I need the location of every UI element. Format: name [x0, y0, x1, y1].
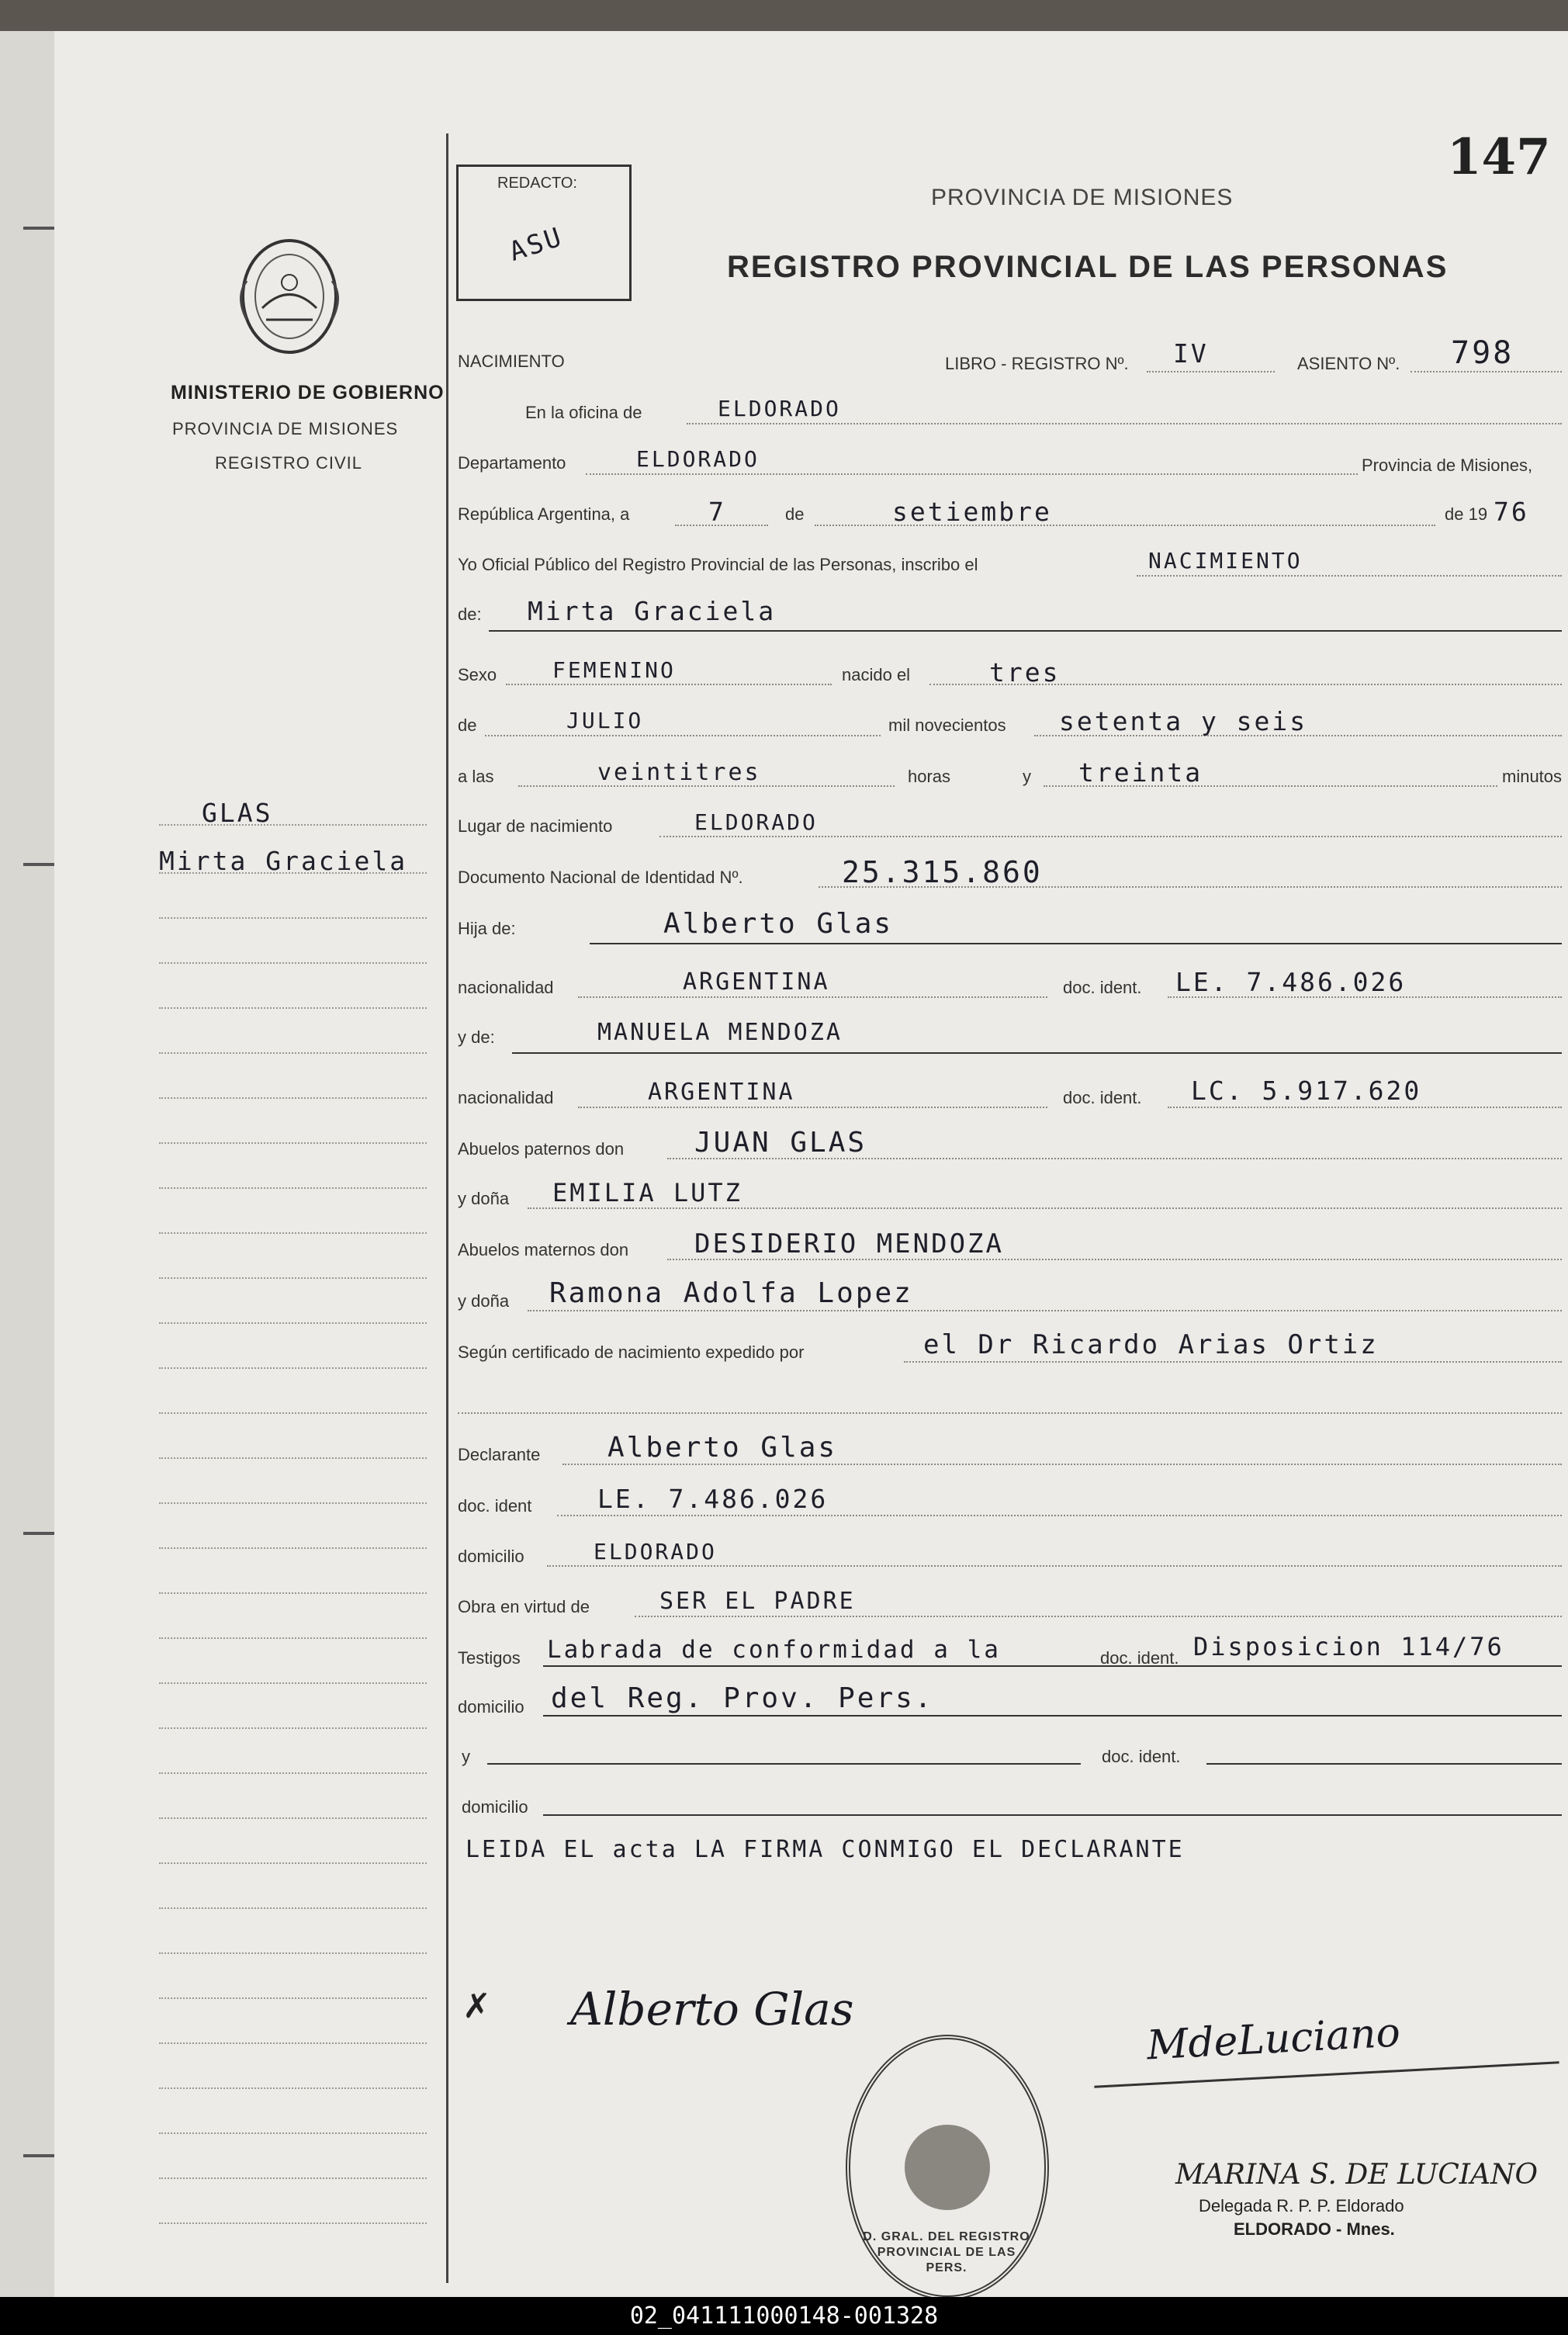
margin-line	[159, 1187, 427, 1189]
margin-apellido: GLAS	[202, 798, 273, 828]
footer-id: 02_041111000148-001328	[0, 2297, 1568, 2335]
margin-line	[159, 1682, 427, 1684]
libro-label: LIBRO - REGISTRO Nº.	[945, 354, 1129, 373]
mil-label: mil novecientos	[888, 715, 1006, 735]
declarante-doc-line	[557, 1515, 1562, 1516]
ministerio-label: MINISTERIO DE GOBIERNO	[171, 382, 445, 404]
testigo2-line	[487, 1763, 1081, 1765]
dia-value: 7	[708, 497, 726, 527]
obra-label: Obra en virtud de	[458, 1597, 590, 1616]
testigos-doc-label: doc. ident.	[1100, 1648, 1179, 1668]
seal-text: D. GRAL. DEL REGISTRO PROVINCIAL DE LAS PERS.	[863, 2230, 1030, 2274]
sexo-value: FEMENINO	[552, 657, 676, 683]
domicilio-line	[547, 1565, 1562, 1567]
testigos-label: Testigos	[458, 1648, 521, 1668]
dom-testigo2-line	[543, 1814, 1562, 1816]
abuela-pat-line	[528, 1207, 1562, 1209]
inscribo-line	[1137, 575, 1562, 577]
domicilio-label: domicilio	[458, 1547, 524, 1566]
declarante-signature: Alberto Glas	[570, 1983, 854, 2035]
hija-label: Hija de:	[458, 919, 516, 938]
yo-oficial-label: Yo Oficial Público del Registro Provincial de las Personas, inscribo el	[458, 555, 978, 574]
registro-civil-label: REGISTRO CIVIL	[215, 453, 363, 473]
horas-label: horas	[908, 767, 951, 786]
seal-emblem-icon	[905, 2125, 990, 2210]
sexo-line	[506, 684, 832, 685]
asiento-value: 798	[1451, 335, 1514, 371]
margin-line	[159, 1592, 427, 1594]
testigos-doc-value: Disposicion 114/76	[1193, 1632, 1504, 1661]
certificado-value: el Dr Ricardo Arias Ortiz	[923, 1329, 1379, 1360]
redacto-initials: ASU	[505, 221, 567, 268]
doc-testigo2-label: doc. ident.	[1102, 1747, 1181, 1766]
dom-testigo-line	[543, 1715, 1562, 1717]
margin-line	[159, 1727, 427, 1729]
margin-line	[159, 1052, 427, 1054]
horas-value: veintitres	[597, 759, 761, 786]
page-number: 147	[1447, 128, 1551, 186]
lugar-label: Lugar de nacimiento	[458, 816, 613, 836]
departamento-line	[586, 473, 1358, 475]
doc-madre-value: LC. 5.917.620	[1191, 1076, 1422, 1106]
doc-ident-declarante-label: doc. ident	[458, 1496, 532, 1516]
doc-madre-line	[1168, 1107, 1562, 1108]
margin-line	[159, 1502, 427, 1504]
asiento-line	[1411, 371, 1562, 372]
inscripto-line	[489, 630, 1562, 632]
asiento-label: ASIENTO Nº.	[1297, 354, 1400, 373]
margin-line	[159, 1772, 427, 1774]
header-titulo: REGISTRO PROVINCIAL DE LAS PERSONAS	[727, 250, 1449, 284]
obra-value: SER EL PADRE	[659, 1588, 856, 1615]
certificado-label: Según certificado de nacimiento expedido por	[458, 1342, 805, 1362]
nacimiento-label: NACIMIENTO	[458, 352, 565, 371]
minutos-value: treinta	[1078, 757, 1203, 788]
provincia-suffix: Provincia de Misiones,	[1362, 456, 1533, 475]
domicilio-value: ELDORADO	[594, 1539, 717, 1564]
margin-line	[159, 1817, 427, 1819]
y-label: y	[1023, 767, 1031, 786]
margin-line	[159, 2132, 427, 2134]
yde-label: y de:	[458, 1027, 495, 1047]
departamento-value: ELDORADO	[636, 446, 760, 472]
nacido-label: nacido el	[842, 665, 911, 684]
margin-line	[159, 1232, 427, 1234]
domicilio-testigo-label: domicilio	[458, 1697, 524, 1717]
coat-of-arms-icon	[231, 234, 348, 359]
anio-nac-value: setenta y seis	[1059, 706, 1308, 736]
de-label: de	[785, 504, 805, 524]
inscribo-value: NACIMIENTO	[1148, 548, 1303, 573]
registro-seal	[846, 2035, 1049, 2300]
dni-value: 25.315.860	[842, 855, 1043, 889]
nac-madre-line	[578, 1107, 1047, 1108]
alas-label: a las	[458, 767, 494, 786]
margin-line	[159, 824, 427, 826]
doc-madre-label: doc. ident.	[1063, 1088, 1142, 1107]
abuelos-mat-label: Abuelos maternos don	[458, 1240, 629, 1259]
signature-mark: ✗	[462, 1987, 491, 2025]
nacido-value: tres	[989, 657, 1061, 688]
oficina-line	[687, 423, 1562, 424]
margin-line	[159, 1547, 427, 1549]
madre-value: MANUELA MENDOZA	[597, 1019, 843, 1046]
dni-label: Documento Nacional de Identidad Nº.	[458, 868, 743, 887]
redacto-label: REDACTO:	[497, 175, 577, 192]
nac-padre-line	[578, 996, 1047, 998]
testigos-line	[543, 1665, 1562, 1667]
leida-value: LEIDA EL acta LA FIRMA CONMIGO EL DECLARANTE	[466, 1836, 1185, 1863]
oficina-label: En la oficina de	[525, 403, 642, 422]
minutos-label: minutos	[1502, 767, 1563, 786]
oficial-lugar: ELDORADO - Mnes.	[1234, 2219, 1395, 2239]
margin-line	[159, 1952, 427, 1954]
margin-nombre: Mirta Graciela	[159, 846, 408, 876]
de2-label: de	[458, 715, 477, 735]
abuela-mat-line	[528, 1310, 1562, 1311]
margin-line	[159, 1907, 427, 1909]
certificado-line	[904, 1361, 1562, 1363]
abuelo-mat-value: DESIDERIO MENDOZA	[694, 1228, 1004, 1259]
margin-line	[159, 1637, 427, 1639]
libro-line	[1147, 371, 1275, 372]
republica-label: República Argentina, a	[458, 504, 630, 524]
padre-value: Alberto Glas	[663, 908, 894, 940]
y-testigo-label: y	[462, 1747, 470, 1766]
oficina-value: ELDORADO	[718, 396, 841, 421]
oficial-signature: MdeLuciano	[1145, 2009, 1402, 2070]
declarante-doc-value: LE. 7.486.026	[597, 1484, 829, 1514]
declarante-value: Alberto Glas	[607, 1432, 838, 1464]
margin-line	[159, 1997, 427, 1999]
margin-line	[159, 1862, 427, 1864]
margin-line	[159, 1367, 427, 1369]
departamento-label: Departamento	[458, 453, 566, 473]
abuela-pat-value: EMILIA LUTZ	[552, 1178, 742, 1207]
padre-line	[590, 943, 1562, 944]
margin-line	[159, 917, 427, 919]
margin-line	[159, 1457, 427, 1459]
abuela-mat-value: Ramona Adolfa Lopez	[549, 1277, 913, 1309]
abuelo-pat-value: JUAN GLAS	[694, 1127, 867, 1159]
ydona-pat-label: y doña	[458, 1189, 510, 1208]
header-provincia: PROVINCIA DE MISIONES	[931, 185, 1234, 210]
margin-line	[159, 872, 427, 874]
domicilio-testigo2-label: domicilio	[462, 1797, 528, 1817]
lugar-value: ELDORADO	[694, 809, 818, 835]
left-provincia-label: PROVINCIA DE MISIONES	[172, 419, 399, 438]
doc-testigo2-line	[1206, 1763, 1562, 1765]
nacionalidad-padre-label: nacionalidad	[458, 978, 554, 997]
testigos-value: Labrada de conformidad a la	[547, 1636, 1001, 1664]
mes-nac-value: JULIO	[566, 708, 644, 733]
book-spine	[0, 31, 57, 2305]
de-colon-label: de:	[458, 605, 482, 624]
redacto-box	[456, 165, 632, 301]
column-divider	[446, 133, 448, 2283]
margin-line	[159, 2222, 427, 2224]
margin-line	[159, 962, 427, 964]
sexo-label: Sexo	[458, 665, 497, 684]
certificado-line-2	[458, 1412, 1562, 1414]
declarante-label: Declarante	[458, 1445, 541, 1464]
declarante-line	[562, 1464, 1562, 1465]
mes-nac-line	[485, 735, 881, 736]
oficial-name: MARINA S. DE LUCIANO	[1175, 2159, 1539, 2191]
margin-line	[159, 1322, 427, 1324]
madre-line	[512, 1052, 1562, 1054]
margin-line	[159, 1277, 427, 1279]
margin-line	[159, 1007, 427, 1009]
mes-value: setiembre	[892, 497, 1052, 527]
anio-label: de 19	[1445, 504, 1488, 524]
dom-testigo-value: del Reg. Prov. Pers.	[551, 1682, 934, 1714]
nac-padre-value: ARGENTINA	[683, 968, 830, 996]
nac-madre-value: ARGENTINA	[648, 1079, 795, 1106]
doc-padre-value: LE. 7.486.026	[1175, 967, 1407, 997]
margin-line	[159, 1142, 427, 1144]
coat-of-arms-text	[0, 353, 217, 354]
libro-value: IV	[1173, 338, 1209, 369]
margin-line	[159, 2087, 427, 2089]
margin-line	[159, 1412, 427, 1414]
oficial-cargo: Delegada R. P. P. Eldorado	[1199, 2196, 1404, 2215]
margin-line	[159, 1097, 427, 1099]
nacionalidad-madre-label: nacionalidad	[458, 1088, 554, 1107]
margin-line	[159, 2042, 427, 2044]
doc-padre-label: doc. ident.	[1063, 978, 1142, 997]
ydona-mat-label: y doña	[458, 1291, 510, 1311]
margin-line	[159, 2177, 427, 2179]
obra-line	[635, 1616, 1562, 1617]
lugar-line	[659, 836, 1562, 837]
abuelos-pat-label: Abuelos paternos don	[458, 1139, 625, 1159]
inscripto-value: Mirta Graciela	[528, 596, 777, 626]
anio-value: 76	[1494, 497, 1529, 527]
